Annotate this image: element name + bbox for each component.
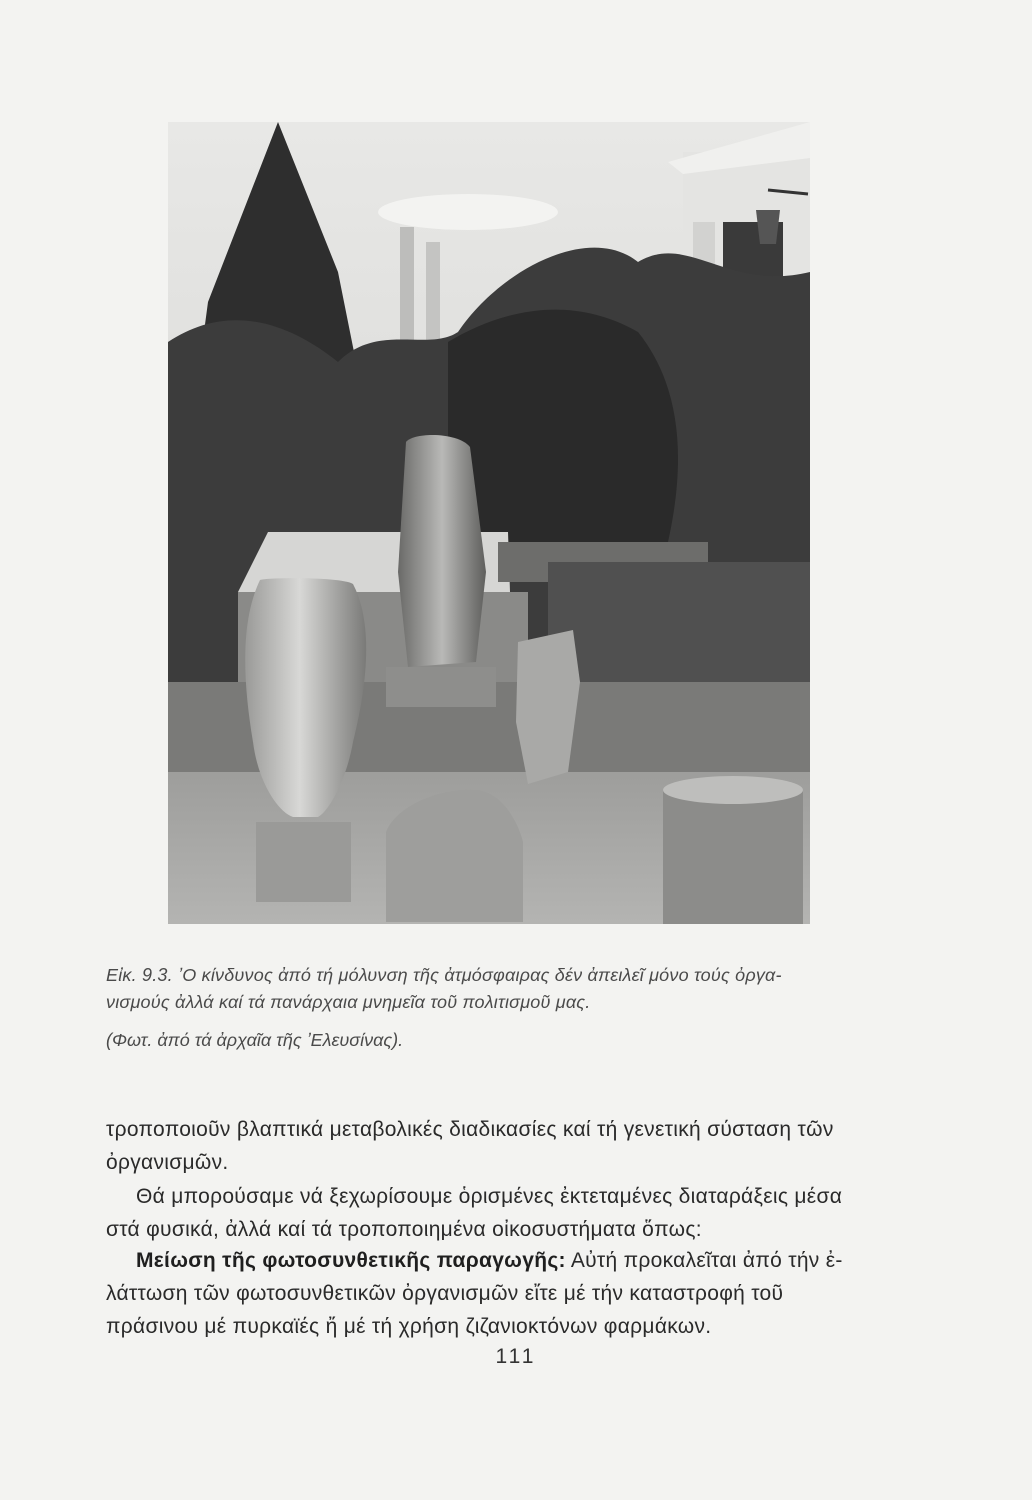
paragraph-2 xyxy=(106,1180,926,1246)
caption-line: Εἰκ. 9.3. ʼΟ κίνδυνος ἀπό τή μόλυνση τῆς ἀτμόσφαιρας δέν ἀπειλεῖ μόνο τούς ὀργα- xyxy=(106,965,782,985)
figure-caption xyxy=(106,962,926,1016)
page-number: 111 xyxy=(495,1345,537,1368)
section-heading: Μείωση τῆς φωτοσυνθετικῆς παραγωγῆς: xyxy=(136,1249,566,1272)
heading-continuation: Αὐτή προκαλεῖται ἀπό τήν ἐ- xyxy=(565,1249,843,1272)
photo-credit: (Φωτ. ἀπό τά ἀρχαῖα τῆς ʼΕλευσίνας). xyxy=(106,1030,404,1050)
paragraph-line: ὀργανισμῶν. xyxy=(106,1151,229,1174)
paragraph-line: στά φυσικά, ἀλλά καί τά τροποποιημένα οἰκοσυστήματα ὅπως: xyxy=(106,1218,702,1241)
photo-illustration xyxy=(168,122,810,924)
paragraph-3 xyxy=(106,1244,926,1343)
figure-photo xyxy=(168,122,810,924)
caption-line: νισμούς ἀλλά καί τά πανάρχαια μνημεῖα τοῦ πολιτισμοῦ μας. xyxy=(106,992,591,1012)
paragraph-line: τροποποιοῦν βλαπτικά μεταβολικές διαδικασίες καί τή γενετική σύσταση τῶν xyxy=(106,1118,834,1141)
paragraph-1 xyxy=(106,1113,926,1179)
paragraph-line: πράσινου μέ πυρκαϊές ἤ μέ τή χρήση ζιζανιοκτόνων φαρμάκων. xyxy=(106,1315,712,1338)
paragraph-line xyxy=(106,1244,926,1277)
paragraph-line: Θά μπορούσαμε νά ξεχωρίσουμε ὁρισμένες ἐκτεταμένες διαταράξεις μέσα xyxy=(136,1185,843,1208)
paragraph-line: λάττωση τῶν φωτοσυνθετικῶν ὀργανισμῶν εἴτε μέ τήν καταστροφή τοῦ xyxy=(106,1282,784,1305)
